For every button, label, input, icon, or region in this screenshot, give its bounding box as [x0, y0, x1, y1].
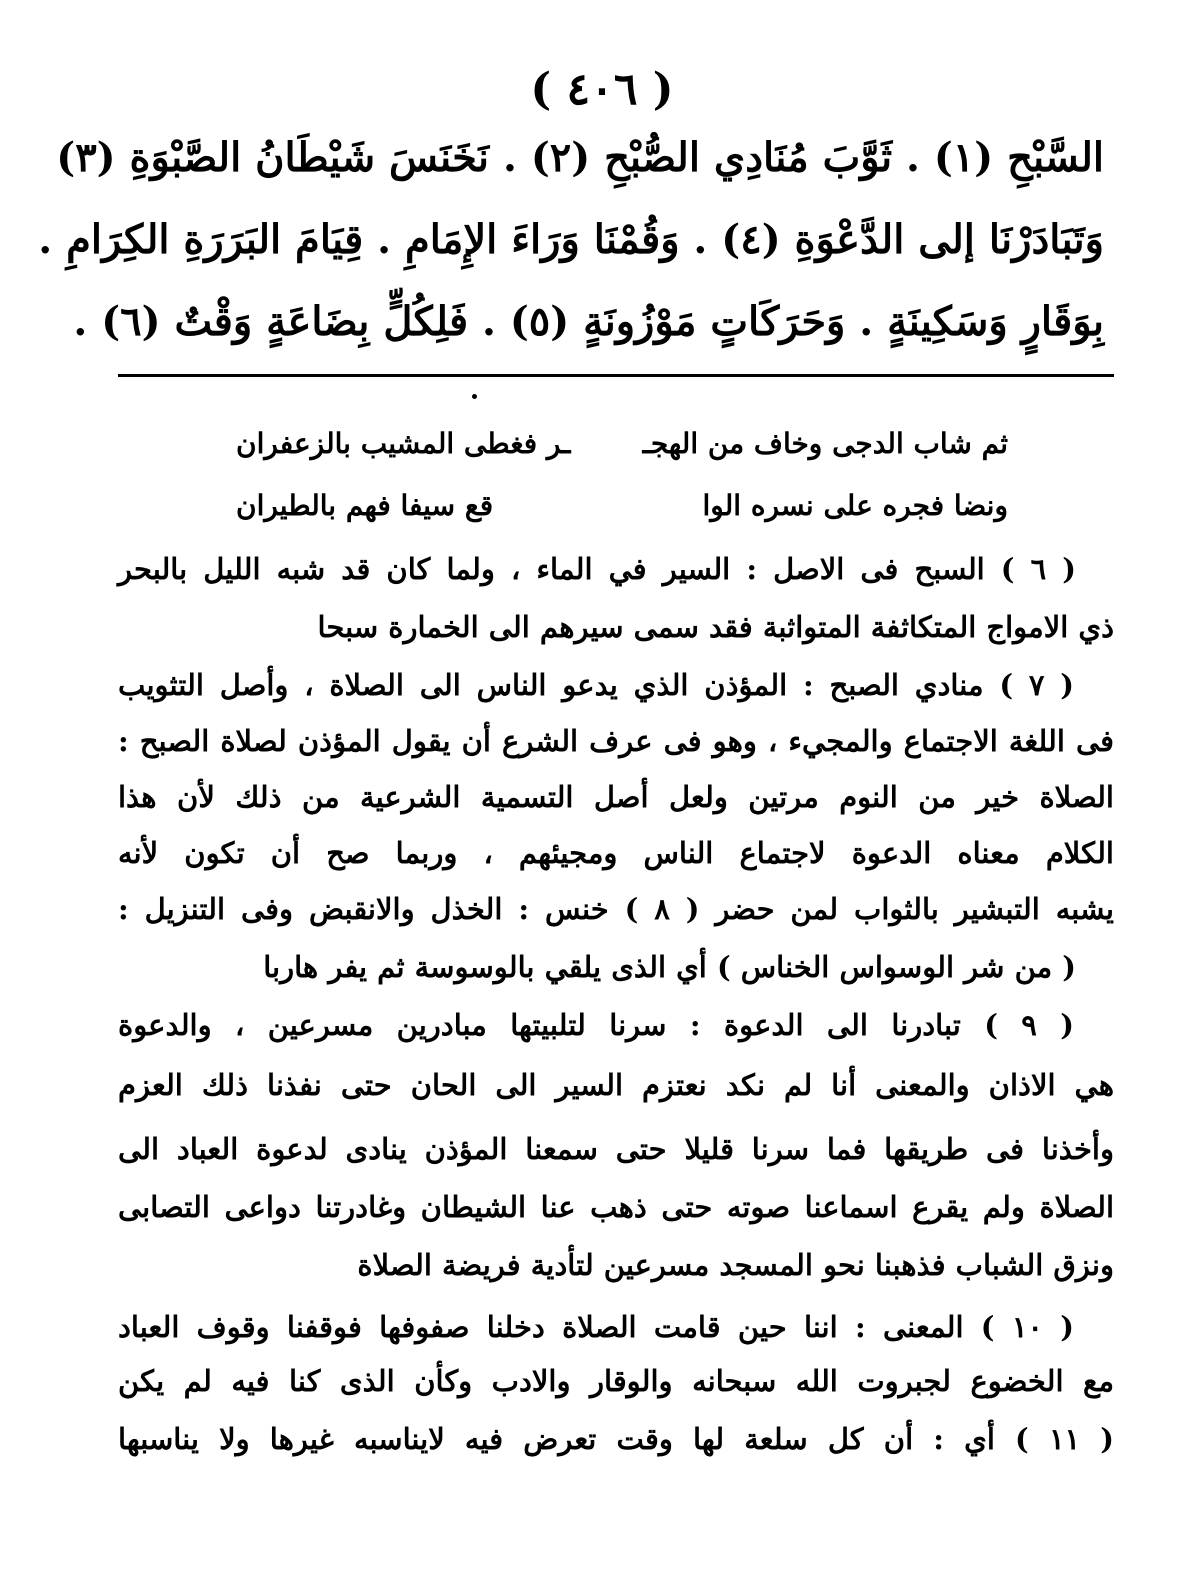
footnote-line: يشبه التبشير بالثواب لمن حضر ( ٨ ) خنس : الخذل والانقبض وفى التنزيل :	[118, 892, 1114, 926]
page-number: ( ٤٠٦ )	[530, 64, 674, 115]
footnote-line: ( ١٠ ) المعنى : اننا حين قامت الصلاة دخلنا صفوفها فوقفنا وقوف العباد	[118, 1310, 1074, 1344]
footnote-line: الصلاة ولم يقرع اسماعنا صوته حتى ذهب عنا الشيطان وغادرتنا دواعى التصابى	[118, 1190, 1114, 1224]
verse-hemistich-left: ـر فغطى المشيب بالزعفران	[236, 427, 571, 460]
footnote-line: فى اللغة الاجتماع والمجيء ، وهو فى عرف الشرع أن يقول المؤذن لصلاة الصبح :	[118, 724, 1114, 758]
main-text-line: بِوَقَارٍ وَسَكِينَةٍ . وَحَرَكَاتٍ مَوْزُونَةٍ (٥) . فَلِكُلٍّ بِضَاعَةٍ وَقْتٌ (٦) .	[73, 298, 1104, 345]
main-text-line: السَّبْحِ (١) . ثَوَّبَ مُنَادِي الصُّبْحِ (٢) . نَخَنَسَ شَيْطَانُ الصَّبْوَةِ (٣)	[56, 134, 1104, 181]
footnote-line: ( ٩ ) تبادرنا الى الدعوة : سرنا لتلبيتها مبادرين مسرعين ، والدعوة	[118, 1008, 1074, 1042]
footnote-divider	[118, 374, 1114, 377]
footnote-line: ونزق الشباب فذهبنا نحو المسجد مسرعين لتأدية فريضة الصلاة	[357, 1248, 1114, 1282]
verse-hemistich-right: ثم شاب الدجى وخاف من الهجـ	[642, 427, 1008, 460]
footnote-line: ( ٧ ) منادي الصبح : المؤذن الذي يدعو الناس الى الصلاة ، وأصل التثويب	[118, 668, 1074, 702]
footnote-line: هي الاذان والمعنى أنا لم نكد نعتزم السير الى الحان حتى نفذنا ذلك العزم	[118, 1068, 1114, 1102]
footnote-line: وأخذنا فى طريقها فما سرنا قليلا حتى سمعنا المؤذن ينادى لدعوة العباد الى	[118, 1132, 1114, 1166]
divider-dot	[472, 394, 477, 399]
footnote-line: مع الخضوع لجبروت الله سبحانه والوقار والادب وكأن الذى كنا فيه لم يكن	[118, 1364, 1114, 1398]
footnote-line: ( من شر الوسواس الخناس ) أي الذى يلقي بالوسوسة ثم يفر هاربا	[263, 950, 1076, 984]
footnote-line: ( ١١ ) أي : أن كل سلعة لها وقت تعرض فيه لايناسبه غيرها ولا يناسبها	[118, 1422, 1114, 1456]
footnote-line: ( ٦ ) السبح فى الاصل : السير في الماء ، ولما كان قد شبه الليل بالبحر	[118, 552, 1076, 586]
footnote-line: الصلاة خير من النوم مرتين ولعل أصل التسمية الشرعية من ذلك لأن هذا	[118, 780, 1114, 814]
main-text-line: وَتَبَادَرْنَا إلى الدَّعْوَةِ (٤) . وَقُمْنَا وَرَاءَ الإِمَامِ . قِيَامَ البَرَرَةِ الكِرَامِ .	[38, 216, 1104, 263]
verse-hemistich-left: قع سيفا فهم بالطيران	[236, 489, 494, 522]
footnote-line: الكلام معناه الدعوة لاجتماع الناس ومجيئهم ، وربما صح أن تكون لأنه	[118, 836, 1114, 870]
footnote-line: ذي الامواج المتكاثفة المتواثبة فقد سمى سيرهم الى الخمارة سبحا	[317, 610, 1114, 644]
verse-hemistich-right: ونضا فجره على نسره الوا	[702, 489, 1008, 522]
